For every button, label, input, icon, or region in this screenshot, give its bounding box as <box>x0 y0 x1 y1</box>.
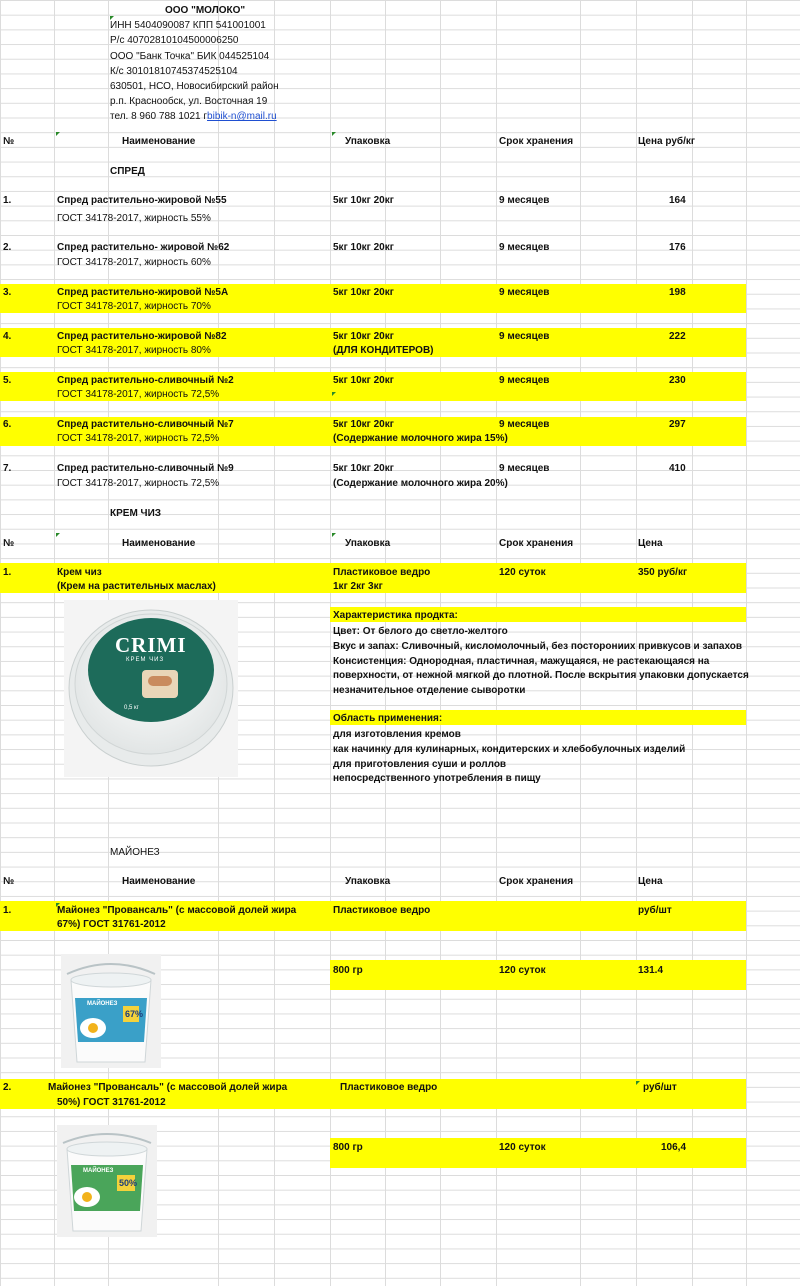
mayo-row-weight: 800 гр <box>333 965 363 976</box>
cream-row-pack-sizes: 1кг 2кг 3кг <box>333 581 383 592</box>
usage-line: непосредственного употребления в пищу <box>333 773 541 784</box>
tub-weight: 0,5 кг <box>124 705 139 711</box>
company-line-bank: ООО "Банк Точка" БИК 044525104 <box>110 50 270 62</box>
spread-row-name: Спред растительно-жировой №82 <box>57 331 227 342</box>
mayonnaise-bucket-image <box>61 954 161 1068</box>
spread-row-pack-note: (Содержание молочного жира 15%) <box>333 433 508 444</box>
mayo-row-name-cont: 50%) ГОСТ 31761-2012 <box>57 1097 166 1108</box>
spread-header-shelf: Срок хранения <box>499 136 574 147</box>
cream-row-pack: Пластиковое ведро <box>333 567 431 578</box>
company-line-address2: р.п. Краснообск, ул. Восточная 19 <box>110 96 268 108</box>
cream-header-shelf: Срок хранения <box>499 538 574 549</box>
spread-row-shelf: 9 месяцев <box>499 331 550 342</box>
mayo-row-name: Майонез "Провансаль" (с массовой долей жира <box>57 905 297 916</box>
spread-row-num: 1. <box>3 195 12 206</box>
usage-line: для изготовления кремов <box>333 729 461 740</box>
mayo-section-title: МАЙОНЕЗ <box>110 847 160 858</box>
company-header <box>110 3 279 125</box>
bucket-label: МАЙОНЕЗ <box>87 1001 118 1007</box>
mayo-header-name: Наименование <box>122 876 196 887</box>
bucket-fat: 67% <box>125 1009 144 1019</box>
spread-row-name: Спред растительно-жировой №55 <box>57 195 227 206</box>
cream-header-pack: Упаковка <box>345 538 391 549</box>
spread-header-pack: Упаковка <box>345 136 391 147</box>
spread-row-gost: ГОСТ 34178-2017, жирность 80% <box>57 345 211 356</box>
spread-row-pack: 5кг 10кг 20кг <box>333 419 394 430</box>
spread-row-name: Спред растительно-сливочный №2 <box>57 375 234 386</box>
spread-row-price: 222 <box>669 331 686 342</box>
spread-row-shelf: 9 месяцев <box>499 463 550 474</box>
cream-header-name: Наименование <box>122 538 196 549</box>
spread-row-gost: ГОСТ 34178-2017, жирность 70% <box>57 301 211 312</box>
company-email-link[interactable]: bibik-n@mail.ru <box>207 111 277 123</box>
spread-row-price: 164 <box>669 195 686 206</box>
mayo-row-pack: Пластиковое ведро <box>333 905 431 916</box>
spread-row-gost: ГОСТ 34178-2017, жирность 72,5% <box>57 478 220 489</box>
cream-row-name-note: (Крем на растительных маслах) <box>57 581 216 592</box>
spread-section-title: СПРЕД <box>110 166 145 177</box>
spread-row-price: 176 <box>669 242 686 253</box>
spread-row-num: 7. <box>3 463 12 474</box>
company-line-account: Р/с 40702810104500006250 <box>110 35 239 47</box>
spread-row-gost: ГОСТ 34178-2017, жирность 72,5% <box>57 433 220 444</box>
char-title: Характеристика продкта: <box>333 610 458 621</box>
mayo-header-pack: Упаковка <box>345 876 391 887</box>
mayo-header-shelf: Срок хранения <box>499 876 574 887</box>
spread-row-gost: ГОСТ 34178-2017, жирность 72,5% <box>57 389 220 400</box>
mayo-row-unit: руб/шт <box>643 1082 677 1093</box>
char-line: поверхности, от нежной мягкой до плотной. После вскрытия упаковки допускается <box>333 670 749 681</box>
company-line-address1: 630501, НСО, Новосибирский район <box>110 81 279 93</box>
spread-row-num: 4. <box>3 331 12 342</box>
spread-row-price: 198 <box>669 287 686 298</box>
cream-section-title: КРЕМ ЧИЗ <box>110 508 162 519</box>
spread-header-price: Цена руб/кг <box>638 136 696 147</box>
tub-subtitle: КРЕМ ЧИЗ <box>126 657 165 663</box>
spread-row-pack: 5кг 10кг 20кг <box>333 287 394 298</box>
bucket-fat: 50% <box>119 1178 138 1188</box>
mayo-header-price: Цена <box>638 876 663 887</box>
cream-row-name: Крем чиз <box>57 567 102 578</box>
spread-row-pack: 5кг 10кг 20кг <box>333 375 394 386</box>
spread-row-num: 3. <box>3 287 12 298</box>
usage-title: Область применения: <box>333 713 443 724</box>
spread-row-num: 5. <box>3 375 12 386</box>
mayo-row-pack: Пластиковое ведро <box>340 1082 438 1093</box>
spread-row-name: Спред растительно-жировой №5А <box>57 287 229 298</box>
spread-row-shelf: 9 месяцев <box>499 287 550 298</box>
spread-row-name: Спред растительно- жировой №62 <box>57 242 230 253</box>
spread-row-price: 410 <box>669 463 686 474</box>
spread-row-pack: 5кг 10кг 20кг <box>333 195 394 206</box>
cream-row-shelf: 120 суток <box>499 567 546 578</box>
cream-header-price: Цена <box>638 538 663 549</box>
company-line-inn: ИНН 5404090087 КПП 541001001 <box>110 20 266 32</box>
char-line: Консистенция: Однородная, пластичная, мажущаяся, не растекающаяся на <box>333 656 710 667</box>
company-line-corr: К/с 30101810745374525104 <box>110 65 238 77</box>
mayo-row-weight: 800 гр <box>333 1142 363 1153</box>
spread-row-num: 6. <box>3 419 12 430</box>
spread-row-pack: 5кг 10кг 20кг <box>333 242 394 253</box>
mayo-row-shelf: 120 суток <box>499 965 546 976</box>
spread-row-shelf: 9 месяцев <box>499 419 550 430</box>
mayo-header-num: № <box>3 876 15 887</box>
spread-row-shelf: 9 месяцев <box>499 375 550 386</box>
mayo-row-name: Майонез "Провансаль" (с массовой долей жира <box>48 1082 288 1093</box>
cream-row-price: 350 руб/кг <box>638 567 688 578</box>
mayo-row-num: 2. <box>3 1082 12 1093</box>
spread-header-name: Наименование <box>122 136 196 147</box>
spread-row-price: 230 <box>669 375 686 386</box>
cream-header-num: № <box>3 538 15 549</box>
mayo-row-price: 131.4 <box>638 965 664 976</box>
spread-row-price: 297 <box>669 419 686 430</box>
bucket-label: МАЙОНЕЗ <box>83 1168 114 1174</box>
company-name: ООО "МОЛОКО" <box>165 5 246 16</box>
usage-line: для приготовления суши и роллов <box>333 759 507 770</box>
spread-row-name: Спред растительно-сливочный №7 <box>57 419 234 430</box>
mayonnaise-bucket-image <box>57 1125 157 1237</box>
tub-brand: CRIMI <box>115 633 187 657</box>
mayo-row-unit: руб/шт <box>638 905 672 916</box>
spread-row-gost: ГОСТ 34178-2017, жирность 55% <box>57 213 211 224</box>
cream-cheese-tub-image <box>64 600 238 777</box>
char-line: незначительное отделение сыворотки <box>333 685 526 696</box>
spread-row-pack: 5кг 10кг 20кг <box>333 463 394 474</box>
mayo-row-price: 106,4 <box>661 1142 687 1153</box>
cream-row-num: 1. <box>3 567 12 578</box>
usage-line: как начинку для кулинарных, кондитерских и хлебобулочных изделий <box>333 744 686 755</box>
mayo-row-name-cont: 67%) ГОСТ 31761-2012 <box>57 919 166 930</box>
char-line: Цвет: От белого до светло-желтого <box>333 626 508 637</box>
spread-row-pack: 5кг 10кг 20кг <box>333 331 394 342</box>
spread-header-num: № <box>3 136 15 147</box>
spread-row-num: 2. <box>3 242 12 253</box>
spread-row-shelf: 9 месяцев <box>499 242 550 253</box>
spread-row-shelf: 9 месяцев <box>499 195 550 206</box>
mayo-row-num: 1. <box>3 905 12 916</box>
spread-row-name: Спред растительно-сливочный №9 <box>57 463 234 474</box>
spread-row-gost: ГОСТ 34178-2017, жирность 60% <box>57 257 211 268</box>
spread-row-pack-note: (Содержание молочного жира 20%) <box>333 478 508 489</box>
mayo-row-shelf: 120 суток <box>499 1142 546 1153</box>
company-phone: тел. 8 960 788 1021 г <box>110 111 208 123</box>
char-line: Вкус и запах: Сливочный, кисломолочный, без посторониих привкусов и запахов <box>333 641 743 652</box>
spread-row-pack-note: (ДЛЯ КОНДИТЕРОВ) <box>333 345 434 356</box>
